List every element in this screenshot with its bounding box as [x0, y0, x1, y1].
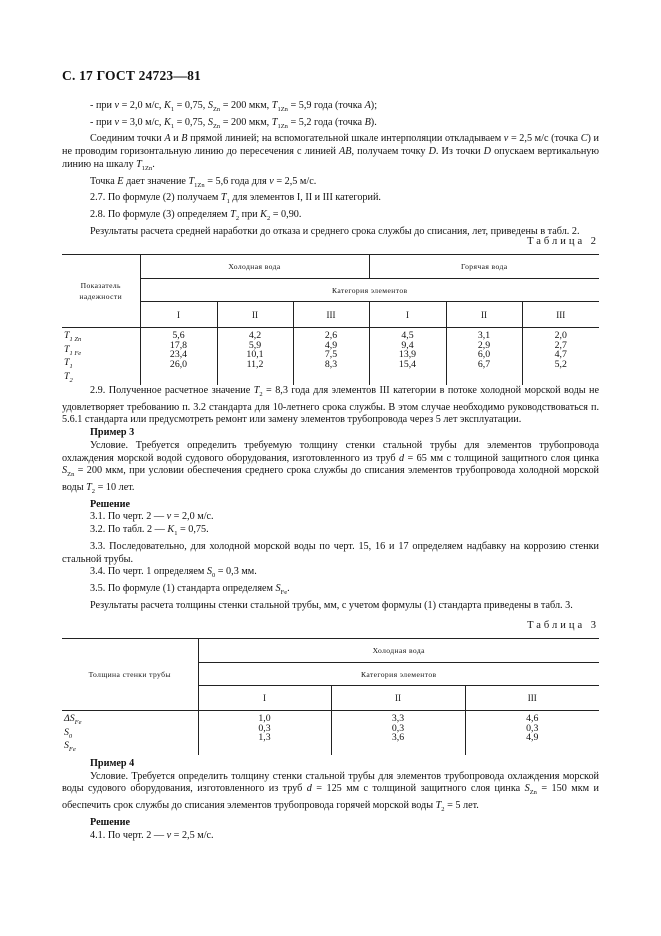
table2-col-values: 5,6 17,8 23,4 26,0: [140, 328, 217, 386]
table2-col-header: I: [369, 302, 446, 328]
line-3-5: 3.5. По формуле (1) стандарта определяем $S_{Fe}$.: [90, 583, 290, 597]
table3-category-header: Категория элементов: [198, 663, 599, 686]
table2-col-header: III: [522, 302, 599, 328]
line-4-1: 4.1. По черт. 2 — v = 2,5 м/с.: [90, 829, 214, 841]
table3-col-header: II: [331, 686, 465, 711]
table2-row-header: Показатель надежности: [62, 255, 140, 328]
page-header: С. 17 ГОСТ 24723—81: [62, 68, 201, 83]
line-3-4: 3.4. По черт. 1 определяем $S_0 = 0,3$ мм.: [90, 566, 257, 580]
line-point-e: Точка Е дает значение $T_{1Zn} = 5,6$ года для v = 2,5 м/с.: [90, 175, 317, 189]
line-3-3: 3.3. Последовательно, для холодной морской воды по черт. 15, 16 и 17 определяем надбавку на коррозию стенки стальной трубы.: [62, 540, 599, 565]
example-3-condition: Условие. Требуется определить требуемую толщину стенки стальной трубы для элементов трубопровода охлаждения морской водой судового оборудования, изготовленного из труб d = 65 мм с толщиной защитного слоя цинка $S_{Zn} = 200$ мкм, при условии обеспечения среднего срока службы до списания элементов трубопровода холодной морской воды $T_2 = 10$ лет.: [62, 439, 599, 496]
table2-col-values: 4,5 9,4 13,9 15,4: [369, 328, 446, 386]
table2-col-values: 3,1 2,9 6,0 6,7: [446, 328, 522, 386]
line-v3: - при v = 3,0 м/с, $K_1 = 0,75$, $S_{Zn} = 200$ мкм, $T_{1Zn} = 5,2$ года (точка В).: [90, 116, 377, 130]
line-2-7: 2.7. По формуле (2) получаем $T_1$ для элементов I, II и III категорий.: [90, 192, 381, 206]
table2-col-header: II: [217, 302, 293, 328]
table3-row-labels: $\Delta S_{Fe}$ $S_0$ $S_{Fe}$: [64, 713, 82, 754]
table3-col-header: I: [198, 686, 331, 711]
example-4-title: Пример 4: [90, 758, 135, 769]
line-2-8: 2.8. По формуле (3) определяем $T_2$ при $K_2 = 0,90$.: [90, 209, 302, 223]
table2-row-labels: $T_{1 Zn}$ $T_{1 Fe}$ $T_1$ $T_2$: [64, 330, 82, 384]
table2-col-header: I: [140, 302, 217, 328]
solution-3-title: Решение: [90, 498, 130, 510]
example-4-condition: Условие. Требуется определить толщину стенки стальной трубы для элементов трубопровода охлаждения морской воды судового оборудования, изготовленного из труб d = 125 мм с толщиной защитного слоя цинка $S_{Zn} = 150$ мкм и обеспечить срок службы до списания элементов трубопровода горячей морской воды $T_2 = 5$ лет.: [62, 770, 599, 814]
text-block-1: [62, 100, 599, 239]
table3-col-values: 4,6 0,3 4,9: [465, 711, 599, 755]
table2-category-header: Категория элементов: [140, 279, 599, 302]
table2-col-header: II: [446, 302, 522, 328]
table-3: [62, 638, 599, 755]
table3-col-header: III: [465, 686, 599, 711]
paragraph-results-1: Результаты расчета средней наработки до отказа и среднего срока службы до списания, лет, приведены в табл. 2.: [90, 225, 580, 237]
table2-col-header: III: [293, 302, 369, 328]
table2-col-values: 2,6 4,9 7,5 8,3: [293, 328, 369, 386]
table3-col-values: 3,3 0,3 3,6: [331, 711, 465, 755]
table3-caption: Таблица 3: [527, 620, 599, 631]
table2-col-values: 4,2 5,9 10,1 11,2: [217, 328, 293, 386]
table3-row-header: Толщина стенки трубы: [62, 639, 198, 711]
solution-4-title: Решение: [90, 816, 130, 828]
paragraph-2-9: 2.9. Полученное расчетное значение $T_2 = 8,3$ года для элементов III категории в потоке холодной морской воды не удовлетворяет требованию п. 3.2 стандарта для 10-летнего срока службы. В этом случае необходимо руководствоваться п. 5.6.1 стандарта или предусмотреть ремонт или замену элементов трубопровода через 5 лет эксплуатации.: [62, 385, 599, 426]
table3-col-values: 1,0 0,3 1,3: [198, 711, 331, 755]
line-3-2: 3.2. По табл. 2 — $K_1 = 0,75$.: [90, 524, 209, 538]
text-block-3: [62, 758, 599, 842]
paragraph-interpolation: Соединим точки А и В прямой линией; на вспомогательной шкале интерполяции откладываем v = 2,5 м/с (точка С) и не проводим горизонтальную линию до пересечения с линией АВ, получаем точку D. Из точки D опускаем вертикальную линию на шкалу $T_{1Zn}$.: [62, 133, 600, 172]
example-3-title: Пример 3: [90, 427, 135, 439]
paragraph-results-2: Результаты расчета толщины стенки стальной трубы, мм, с учетом формулы (1) стандарта приведены в табл. 3.: [90, 599, 573, 611]
text-block-2: [62, 385, 599, 612]
table2-group-cold: Холодная вода: [140, 255, 369, 279]
table2-col-values: 2,0 2,7 4,7 5,2: [522, 328, 599, 386]
table-2: [62, 254, 599, 385]
line-3-1: 3.1. По черт. 2 — v = 2,0 м/с.: [90, 511, 214, 523]
line-v2: - при v = 2,0 м/с, $K_1 = 0,75$, $S_{Zn} = 200$ мкм, $T_{1Zn} = 5,9$ года (точка А);: [90, 100, 378, 114]
table2-caption: Таблица 2: [527, 236, 599, 247]
table2-group-hot: Горячая вода: [369, 255, 599, 279]
table3-group-cold: Холодная вода: [198, 639, 599, 663]
